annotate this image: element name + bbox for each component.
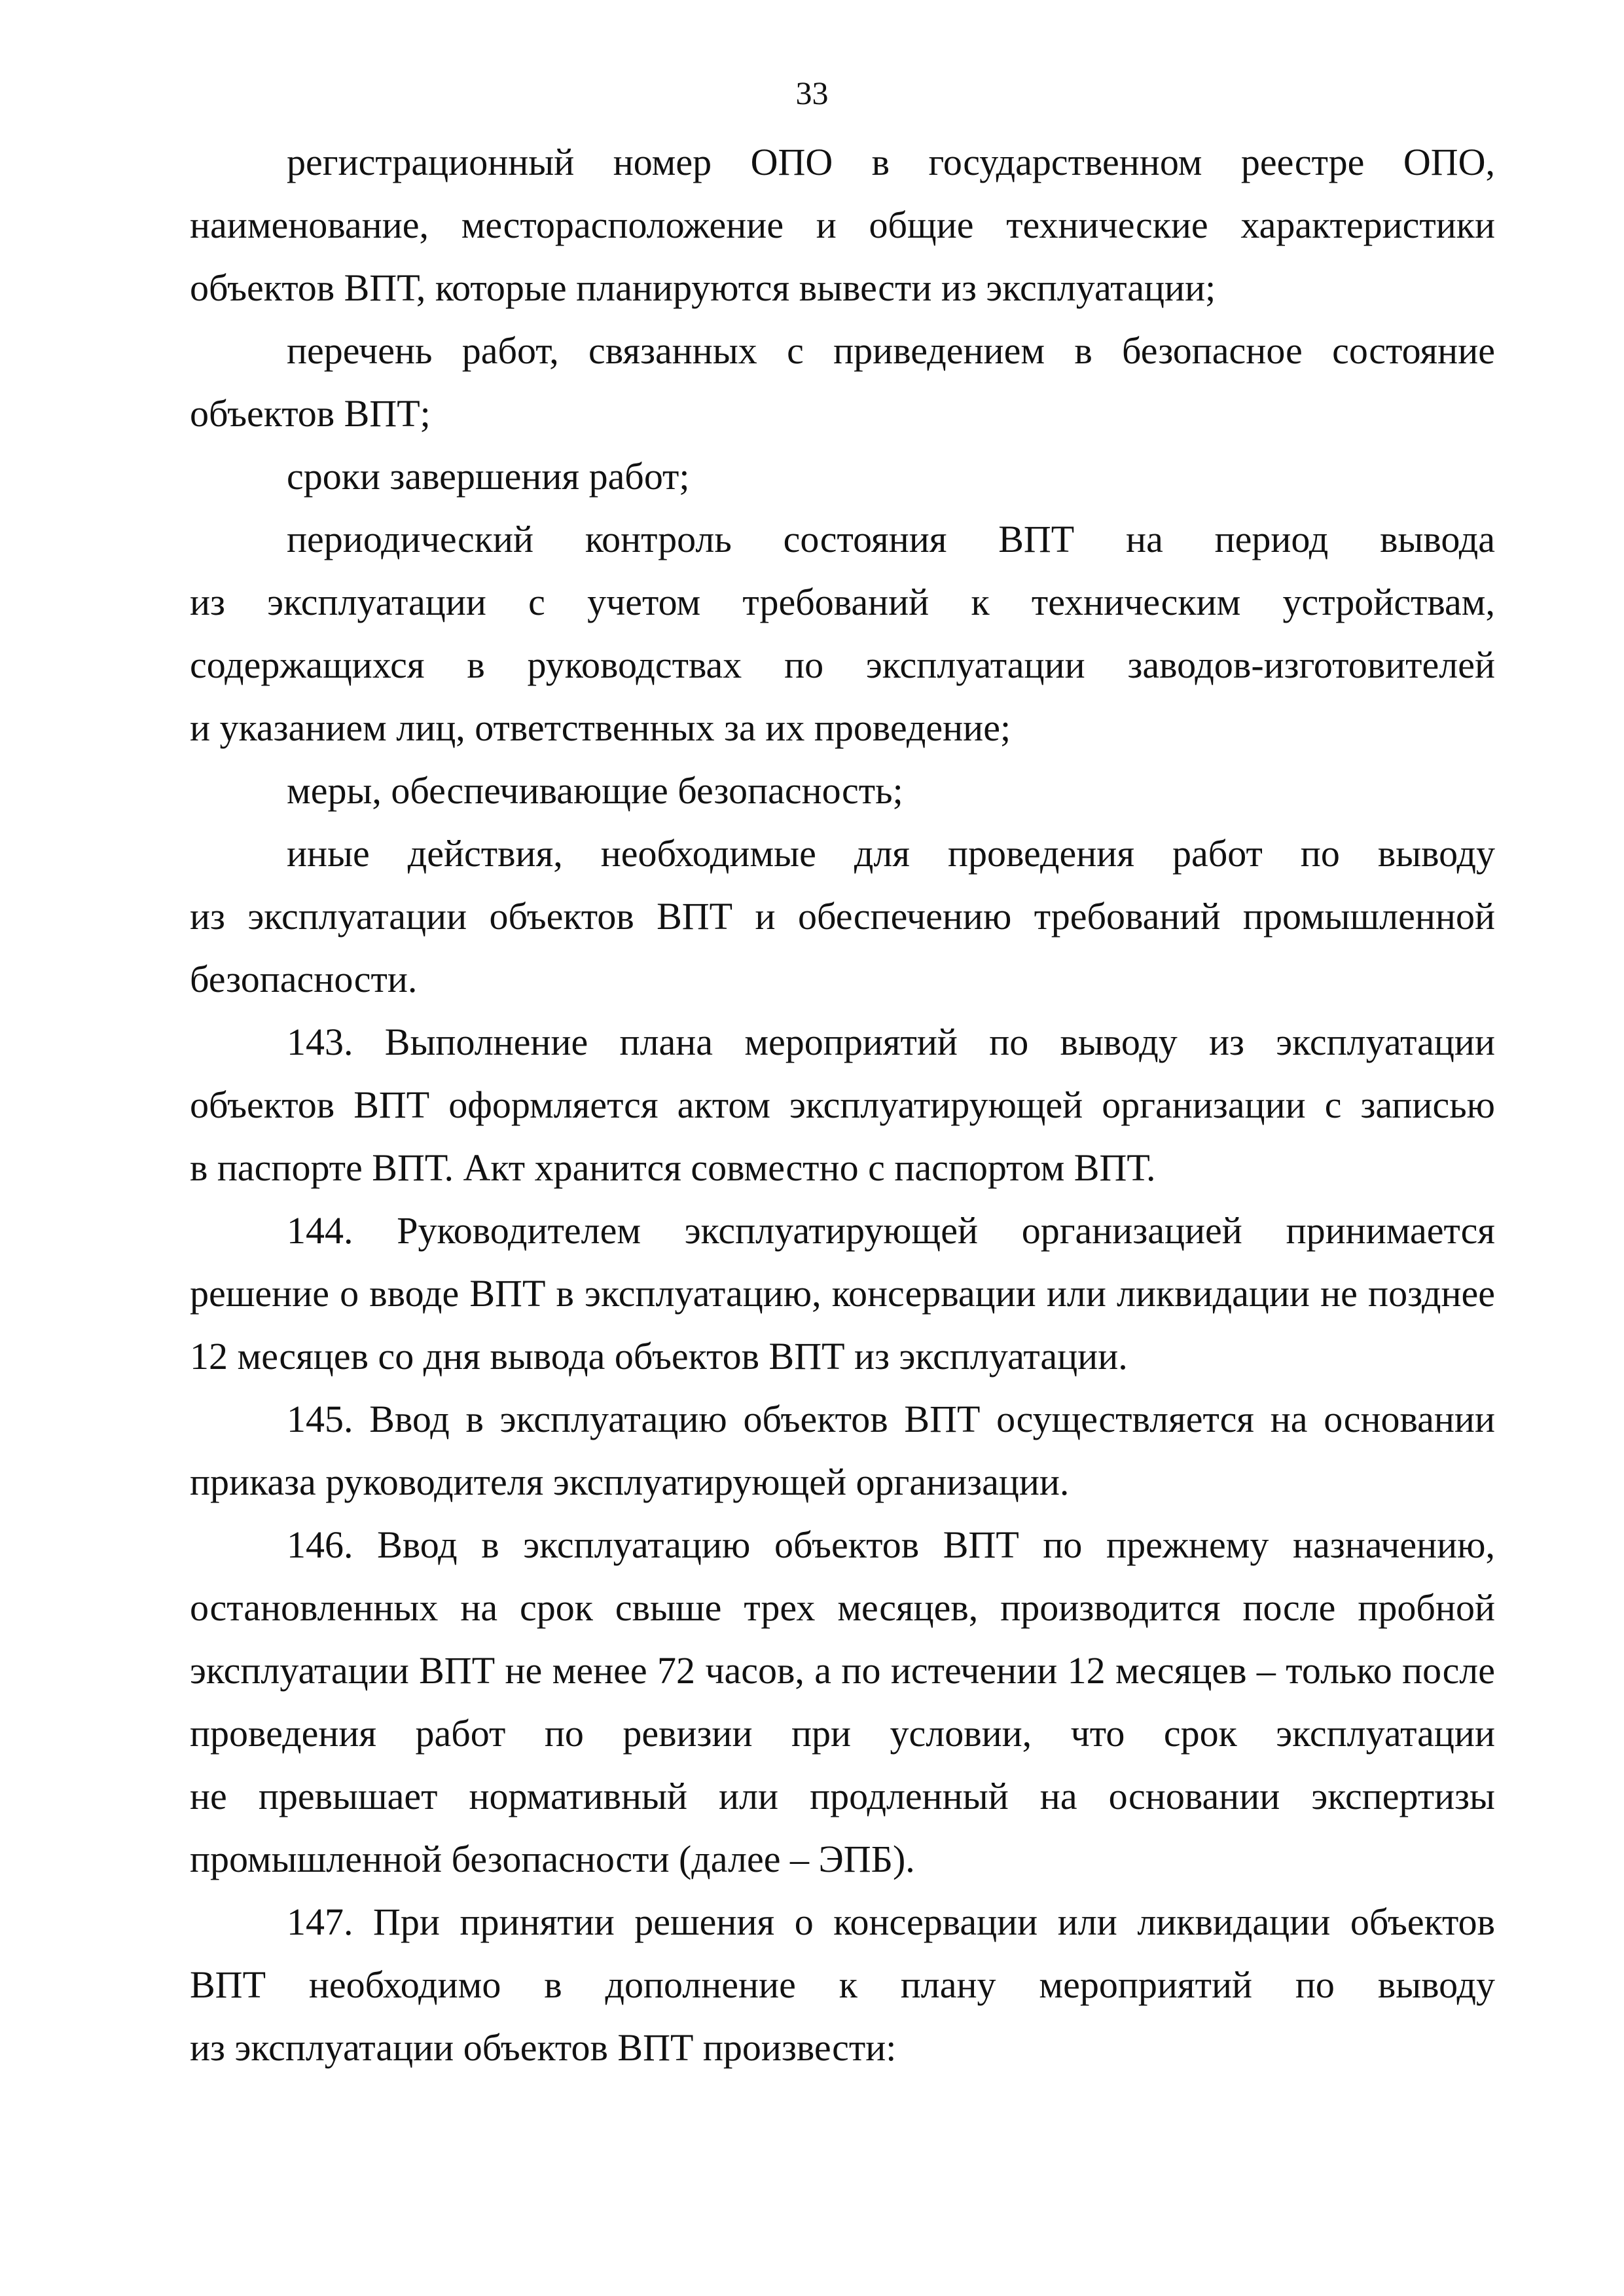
paragraph-line: из эксплуатации с учетом требований к техническим устройствам, xyxy=(190,581,1495,623)
paragraph xyxy=(190,1514,1495,1891)
paragraph-line: 146. Ввод в эксплуатацию объектов ВПТ по прежнему назначению, xyxy=(287,1523,1495,1566)
paragraph xyxy=(190,1891,1495,2079)
paragraph xyxy=(190,1388,1495,1514)
paragraph xyxy=(190,1199,1495,1388)
paragraph-line: приказа руководителя эксплуатирующей организации. xyxy=(190,1461,1070,1503)
paragraph-line: и указанием лиц, ответственных за их проведение; xyxy=(190,706,1011,749)
paragraph-line: из эксплуатации объектов ВПТ произвести: xyxy=(190,2026,897,2069)
paragraph-line: 12 месяцев со дня вывода объектов ВПТ из эксплуатации. xyxy=(190,1335,1128,1377)
document-body xyxy=(190,131,1495,2079)
paragraph-line: не превышает нормативный или продленный на основании экспертизы xyxy=(190,1775,1495,1817)
paragraph-line: объектов ВПТ оформляется актом эксплуатирующей организации с записью xyxy=(190,1084,1495,1126)
paragraph-line: регистрационный номер ОПО в государственном реестре ОПО, xyxy=(287,141,1495,183)
paragraph-line: промышленной безопасности (далее – ЭПБ). xyxy=(190,1838,915,1880)
paragraph-line: 143. Выполнение плана мероприятий по выводу из эксплуатации xyxy=(287,1021,1495,1063)
paragraph-line: решение о вводе ВПТ в эксплуатацию, консервации или ликвидации не позднее xyxy=(190,1272,1495,1315)
paragraph xyxy=(190,759,1495,822)
paragraph-line: наименование, месторасположение и общие технические характеристики xyxy=(190,204,1495,246)
page-number: 33 xyxy=(795,75,829,111)
paragraph-line: перечень работ, связанных с приведением в безопасное состояние xyxy=(287,329,1495,372)
paragraph-line: ВПТ необходимо в дополнение к плану мероприятий по выводу xyxy=(190,1963,1495,2006)
paragraph-line: периодический контроль состояния ВПТ на период вывода xyxy=(287,518,1495,560)
paragraph-line: объектов ВПТ; xyxy=(190,392,431,435)
paragraph xyxy=(190,319,1495,445)
paragraph-line: сроки завершения работ; xyxy=(287,455,690,498)
paragraph-line: в паспорте ВПТ. Акт хранится совместно с паспортом ВПТ. xyxy=(190,1146,1156,1189)
paragraph-line: эксплуатации ВПТ не менее 72 часов, а по истечении 12 месяцев – только после xyxy=(190,1649,1495,1692)
paragraph-line: проведения работ по ревизии при условии, что срок эксплуатации xyxy=(190,1712,1495,1755)
paragraph-line: безопасности. xyxy=(190,958,418,1000)
paragraph xyxy=(190,445,1495,508)
paragraph xyxy=(190,508,1495,759)
paragraph-line: содержащихся в руководствах по эксплуатации заводов-изготовителей xyxy=(190,644,1495,686)
paragraph-list xyxy=(190,131,1495,2079)
paragraph-line: из эксплуатации объектов ВПТ и обеспечению требований промышленной xyxy=(190,895,1495,938)
paragraph-line: 144. Руководителем эксплуатирующей организацией принимается xyxy=(287,1209,1495,1252)
paragraph-line: объектов ВПТ, которые планируются вывести из эксплуатации; xyxy=(190,266,1216,309)
paragraph xyxy=(190,131,1495,319)
paragraph-line: 147. При принятии решения о консервации или ликвидации объектов xyxy=(287,1901,1495,1943)
paragraph-line: 145. Ввод в эксплуатацию объектов ВПТ осуществляется на основании xyxy=(287,1398,1495,1440)
paragraph-line: иные действия, необходимые для проведения работ по выводу xyxy=(287,832,1495,875)
paragraph xyxy=(190,1011,1495,1199)
paragraph-line: меры, обеспечивающие безопасность; xyxy=(287,769,903,812)
paragraph xyxy=(190,822,1495,1011)
paragraph-line: остановленных на срок свыше трех месяцев, производится после пробной xyxy=(190,1586,1495,1629)
